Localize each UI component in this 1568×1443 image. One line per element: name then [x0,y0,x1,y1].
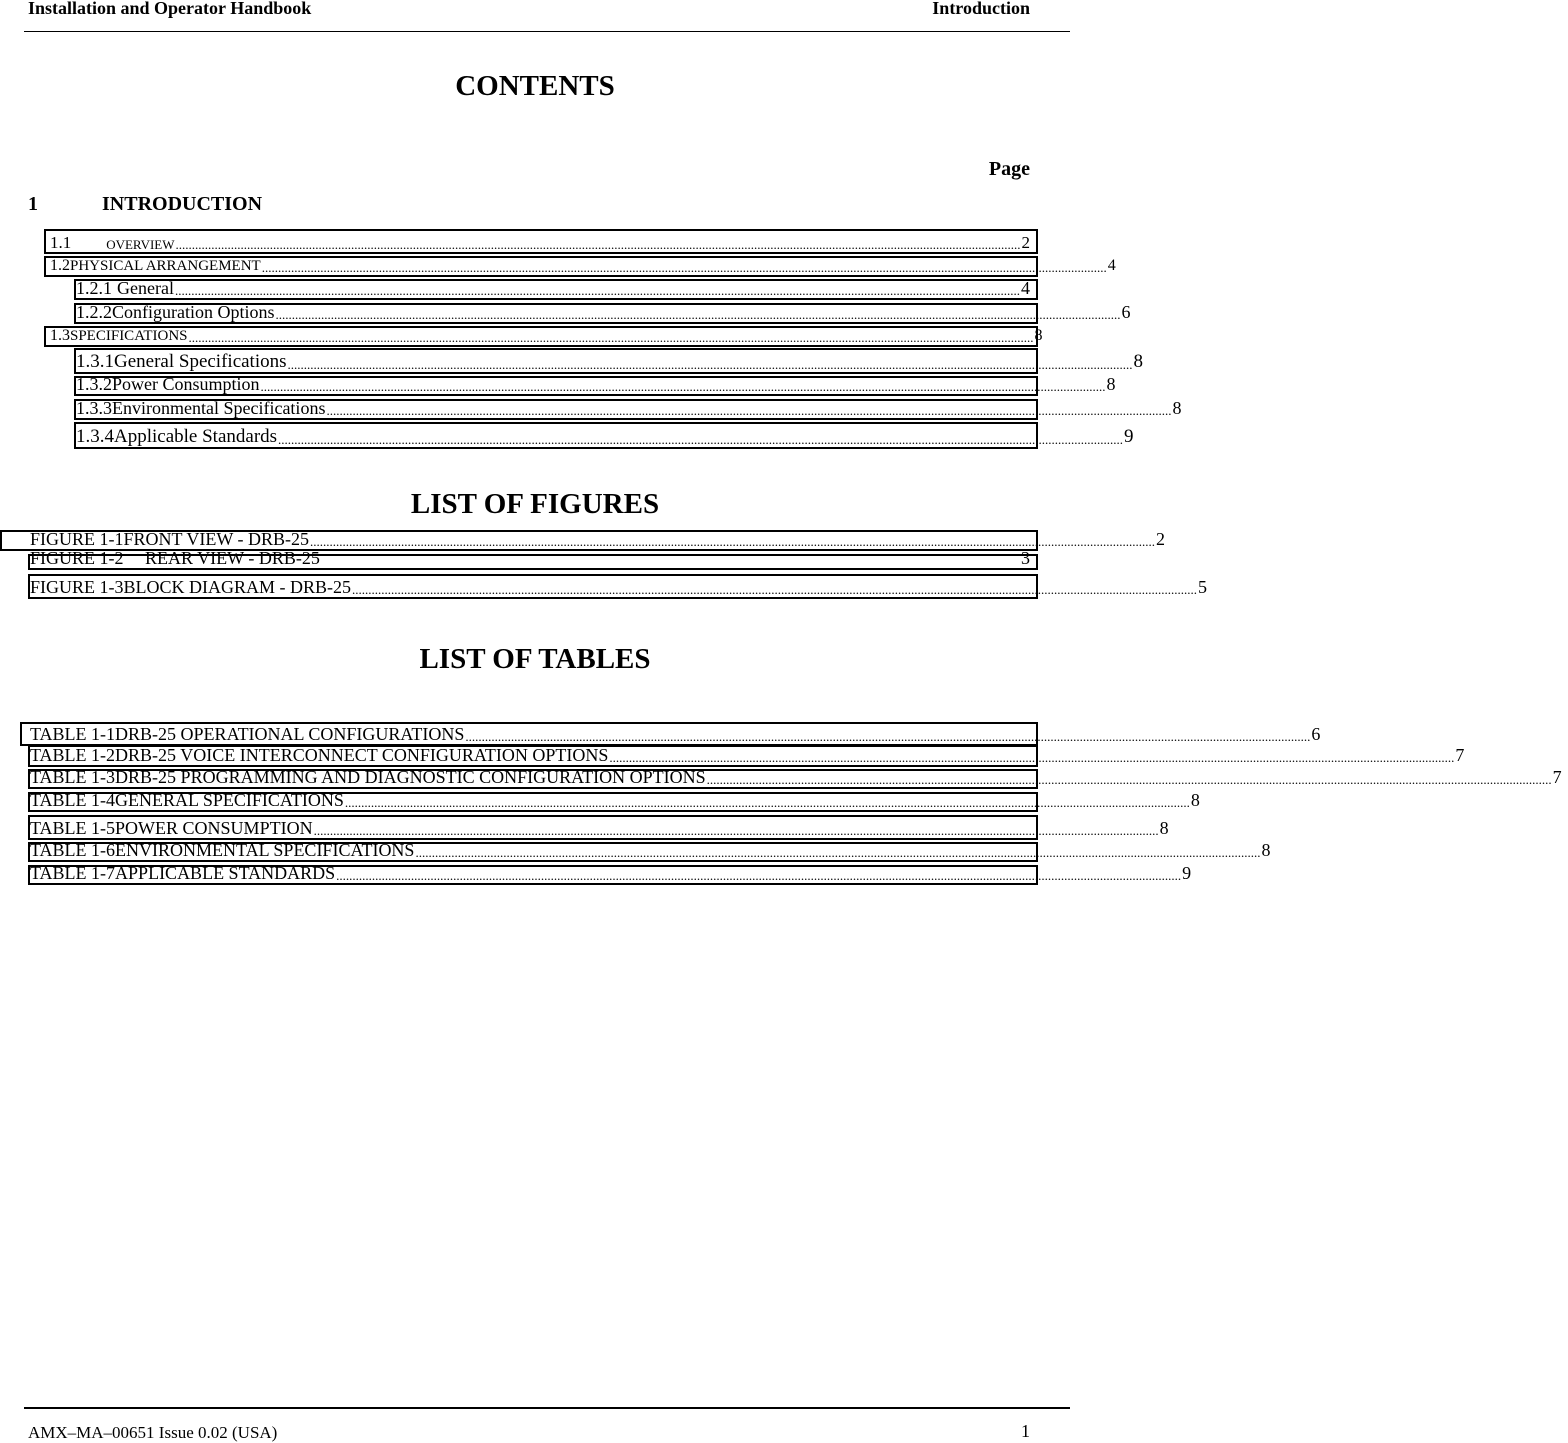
contents-title: CONTENTS [455,70,615,102]
dot-leader: .................................................................................................................................................................................................................................................................... [261,260,1107,275]
toc-title: Applicable Standards [114,426,278,447]
toc-entry-1-3[interactable] [44,326,1043,347]
toc-entry-1-2[interactable] [44,256,1116,277]
figure-number: FIGURE 1-3 [30,577,124,597]
toc-entry-1-3-1[interactable] [74,348,1144,374]
table-entry-3[interactable] [28,767,1562,789]
table-page: 8 [1261,840,1271,860]
toc-page: 8 [1034,327,1043,344]
page-column-label: Page [988,158,1030,180]
table-title: APPLICABLE STANDARDS [115,863,336,883]
table-number: TABLE 1-6 [30,840,116,860]
table-entry-6[interactable] [28,840,1271,862]
figure-entry-3[interactable] [28,574,1208,599]
toc-title: Power Consumption [112,374,260,394]
toc-page: 8 [1106,374,1116,394]
dot-leader: .................................................................................................................................................................................................................................................................... [310,534,1156,549]
dot-leader: .................................................................................................................................................................................................................................................................... [415,845,1261,860]
toc-entry-1-3-4[interactable] [74,422,1134,449]
toc-number: 1.3.1 [76,351,114,372]
figure-number: FIGURE 1-2 [30,548,124,568]
table-page: 9 [1182,863,1192,883]
toc-page: 6 [1121,302,1131,322]
toc-page: 8 [1133,351,1144,372]
dot-leader: .................................................................................................................................................................................................................................................................... [188,330,1034,345]
toc-title: PHYSICAL ARRANGEMENT [70,258,261,274]
toc-title: OVERVIEW [106,237,175,252]
toc-page: 2 [1021,233,1030,252]
figures-title: LIST OF FIGURES [410,488,660,520]
chapter-heading [28,193,262,216]
figure-title: REAR VIEW - DRB-25 [145,548,320,568]
table-entry-1[interactable] [20,722,1321,746]
toc-page: 8 [1172,398,1182,418]
table-entry-4[interactable] [28,790,1200,812]
table-number: TABLE 1-4 [30,790,116,810]
toc-number: 1.2.1 [76,278,112,298]
dot-leader: .................................................................................................................................................................................................................................................................... [336,868,1182,883]
dot-leader: .................................................................................................................................................................................................................................................................... [287,357,1133,372]
table-number: TABLE 1-2 [30,745,116,765]
table-title: ENVIRONMENTAL SPECIFICATIONS [115,840,415,860]
header-title: Installation and Operator Handbook [28,0,312,18]
table-title: DRB-25 VOICE INTERCONNECT CONFIGURATION OPTIONS [115,745,609,765]
toc-title: Configuration Options [112,302,275,322]
table-title: POWER CONSUMPTION [115,818,313,838]
toc-number: 1.3.2 [76,374,112,394]
table-number: TABLE 1-7 [30,863,116,883]
table-title: DRB-25 PROGRAMMING AND DIAGNOSTIC CONFIGURATION OPTIONS [115,767,706,787]
table-title: DRB-25 OPERATIONAL CONFIGURATIONS [115,724,465,744]
figure-title: FRONT VIEW - DRB-25 [123,529,310,549]
chapter-number: 1 [28,193,38,215]
dot-leader: .................................................................................................................................................................................................................................................................... [465,729,1311,744]
table-page: 8 [1159,818,1169,838]
dot-leader: .................................................................................................................................................................................................................................................................... [260,379,1106,394]
table-page: 8 [1190,790,1200,810]
dot-leader: .................................................................................................................................................................................................................................................................... [352,582,1198,597]
toc-page: 4 [1021,278,1030,298]
header-section: Introduction [932,0,1030,18]
dot-leader: .................................................................................................................................................................................................................................................................... [313,823,1159,838]
footer-divider [24,1407,1070,1409]
table-entry-5[interactable] [28,815,1169,840]
dot-leader: .................................................................................................................................................................................................................................................................... [275,307,1121,322]
toc-number: 1.3 [50,327,70,344]
toc-entry-1-3-3[interactable] [74,398,1182,420]
dot-leader: .................................................................................................................................................................................................................................................................... [175,283,1020,298]
toc-number: 1.1 [50,233,72,252]
figure-page: 2 [1156,529,1166,549]
toc-number: 1.2.2 [76,302,112,322]
figure-title: BLOCK DIAGRAM - DRB-25 [123,577,352,597]
toc-title: General Specifications [114,351,287,372]
table-entry-2[interactable] [28,745,1465,767]
toc-entry-1-2-2[interactable] [74,302,1131,324]
dot-leader: .................................................................................................................................................................................................................................................................... [344,795,1190,810]
toc-title: SPECIFICATIONS [70,328,188,344]
toc-entry-1-2-1[interactable] [74,279,1038,300]
table-title: GENERAL SPECIFICATIONS [115,790,344,810]
document-id: AMX–MA–00651 Issue 0.02 (USA) [28,1423,278,1442]
tables-title: LIST OF TABLES [419,643,651,675]
table-page: 6 [1311,724,1321,744]
page-number: 1 [1021,1421,1030,1441]
toc-entry-1-1[interactable] [44,229,1038,254]
toc-page: 9 [1124,426,1134,447]
toc-title: General [117,278,174,298]
dot-leader: .................................................................................................................................................................................................................................................................... [278,432,1124,447]
figure-entry-2[interactable] [28,548,1038,570]
toc-title: Environmental Specifications [112,398,326,418]
table-number: TABLE 1-3 [30,767,116,787]
table-page: 7 [1455,745,1465,765]
dot-leader: .................................................................................................................................................................................................................................................................... [609,750,1455,765]
table-number: TABLE 1-5 [30,818,116,838]
toc-number: 1.2 [50,257,70,274]
table-entry-7[interactable] [28,863,1192,885]
figure-page: 3 [1021,548,1030,568]
toc-number: 1.3.4 [76,426,114,447]
figure-page: 5 [1198,577,1208,597]
dot-leader: .................................................................................................................................................................................................................................................................... [326,403,1172,418]
figure-number: FIGURE 1-1 [30,529,124,549]
table-number: TABLE 1-1 [30,724,116,744]
table-page: 7 [1552,767,1562,787]
dot-leader: .................................................................................................................................................................................................................................................................... [175,237,1021,252]
toc-number: 1.3.3 [76,398,112,418]
header-divider [24,31,1070,32]
toc-page: 4 [1107,257,1116,274]
chapter-title: INTRODUCTION [102,193,263,215]
toc-entry-1-3-2[interactable] [74,374,1116,396]
dot-leader: .................................................................................................................................................................................................................................................................... [706,772,1552,787]
